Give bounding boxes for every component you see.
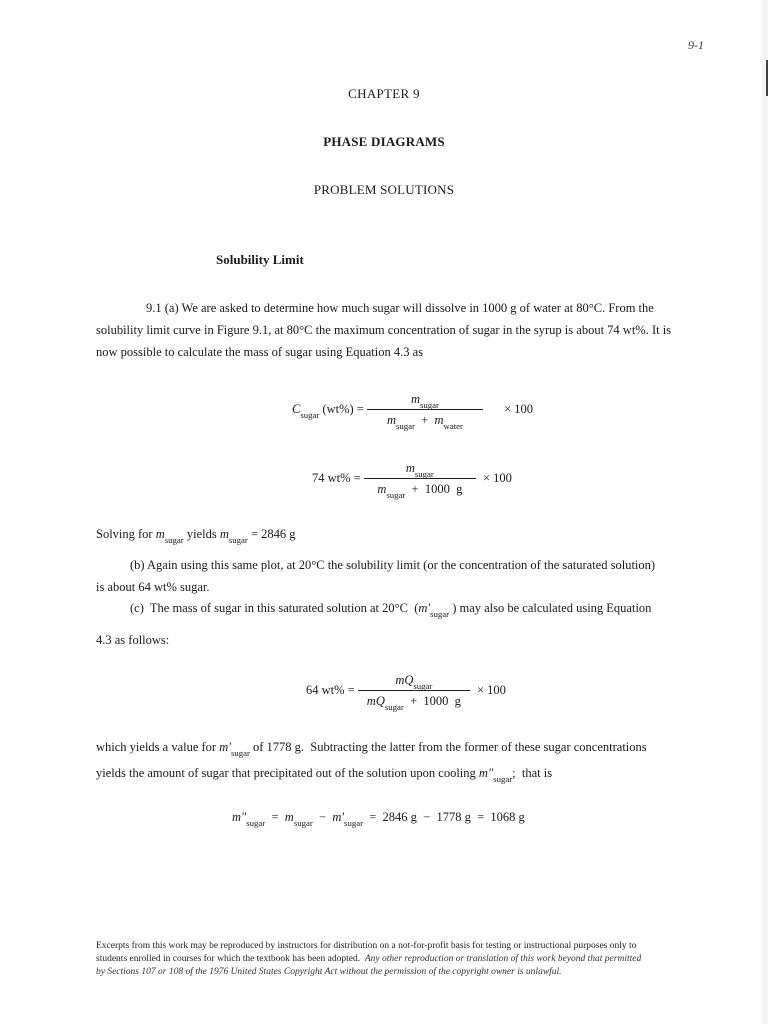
equation-lhs: (wt%) = [322,401,364,416]
symbol-m-prime: m' [219,740,231,754]
paragraph-line [96,736,720,758]
equation-concentration-definition [292,392,534,431]
chapter-label: CHAPTER 9 [348,86,420,101]
footer-line: by Sections 107 or 108 of the 1976 United States Copyright Act without the permission of the copyright owner is unlawful. [96,967,562,977]
symbol-m: m [155,527,165,541]
page-title: PHASE DIAGRAMS [323,134,445,149]
equation-lhs: 74 wt% = [312,470,361,485]
subscript: sugar [493,774,513,784]
text: ) may also be calculated using Equation [449,601,652,615]
paragraph-line: solubility limit curve in Figure 9.1, at 80°C the maximum concentration of sugar in the syrup is about 74 wt%. It is [96,323,672,337]
paragraph-9-1b [96,554,716,598]
subscript: sugar [430,609,450,619]
text: (c) The mass of sugar in this saturated solution at 20°C ( [130,601,419,615]
subscript: sugar [414,469,434,479]
symbol-m-double-prime: m" [478,766,494,780]
equation-64wt [306,673,506,712]
fraction [364,461,476,500]
subscript: sugar [246,818,266,828]
paragraph-9-1c [96,597,716,651]
footer-line [96,953,716,966]
symbol-m: m [386,413,396,427]
text: yields [183,527,220,541]
page-number: 9-1 [688,38,704,52]
text: Solving for [96,527,156,541]
solving-line [96,523,296,545]
subscript: water [443,421,463,431]
denominator-rest: + 1000 g [405,482,463,496]
copyright-footer [96,940,716,979]
paragraph-line: 9.1 (a) We are asked to determine how much sugar will dissolve in 1000 g of water at 80°C. From the [146,301,654,315]
paragraph-line [96,762,720,784]
times-100: × 100 [482,470,512,485]
symbol-m: m [377,482,387,496]
minus-sign: − [312,810,333,824]
paragraph-line: 4.3 as follows: [96,633,170,647]
paragraph-line: is about 64 wt% sugar. [96,580,210,594]
times-100: × 100 [476,682,506,697]
paragraph-9-1a [96,297,712,363]
subscript: sugar [413,681,433,691]
subscript: sugar [228,535,248,545]
subscript: sugar [386,490,406,500]
yields-paragraph [96,736,720,784]
result-value: = 2846 g − 1778 g = 1068 g [363,810,525,824]
text: students enrolled in courses for which the textbook has been adopted. [96,954,365,964]
scrollbar-track[interactable] [762,0,768,1024]
equation-74wt [312,461,512,500]
fraction-denominator [364,478,476,500]
symbol-m: m [284,810,294,824]
fraction [367,392,483,431]
symbol-m: m [405,461,415,475]
section-heading: Solubility Limit [216,252,304,267]
fraction-numerator [367,392,483,409]
equation-precipitated-sugar [232,810,525,828]
subscript: sugar [344,818,363,828]
symbol-m: m [434,413,444,427]
fraction-denominator [367,409,483,431]
result-value: = 2846 g [247,527,296,541]
equation-lhs: 64 wt% = [306,682,355,697]
text: yields the amount of sugar that precipitated out of the solution upon cooling [96,766,479,780]
paragraph-line [96,597,716,619]
denominator-rest: + 1000 g [403,694,461,708]
subscript: sugar [164,535,184,545]
text: Any other reproduction or translation of this work beyond that permitted [364,954,642,964]
paragraph-line: (b) Again using this same plot, at 20°C the solubility limit (or the concentration of the saturated solution) [130,558,656,572]
text: ; that is [512,766,553,780]
fraction [358,673,470,712]
text: which yields a value for [96,740,220,754]
plus-sign: + [414,413,435,427]
symbol-m-prime: m' [418,601,431,615]
subscript: sugar [420,400,439,410]
fraction-denominator [358,690,470,712]
subscript: sugar [300,409,320,420]
fraction-numerator [358,673,470,690]
subscript: sugar [230,748,250,758]
symbol-m-double-prime: m" [232,810,247,824]
symbol-m: m [410,392,420,406]
symbol-m: m [219,527,229,541]
symbol-c: C [292,401,301,416]
times-100: × 100 [504,401,534,416]
text: of 1778 g. Subtracting the latter from the former of these sugar concentrations [249,740,647,754]
page-subtitle: PROBLEM SOLUTIONS [313,182,455,197]
symbol-m-prime: mQ [366,694,385,708]
subscript: sugar [384,702,404,712]
paragraph-line: now possible to calculate the mass of sugar using Equation 4.3 as [96,345,424,359]
footer-line: Excerpts from this work may be reproduced by instructors for distribution on a not-for-profit basis for testing or instructional purposes only to [96,941,637,951]
subscript: sugar [395,421,415,431]
fraction-numerator [364,461,476,478]
symbol-m-prime: mQ [395,673,414,687]
subscript: sugar [293,818,313,828]
equals-sign: = [265,810,285,824]
symbol-m-prime: m' [332,810,345,824]
